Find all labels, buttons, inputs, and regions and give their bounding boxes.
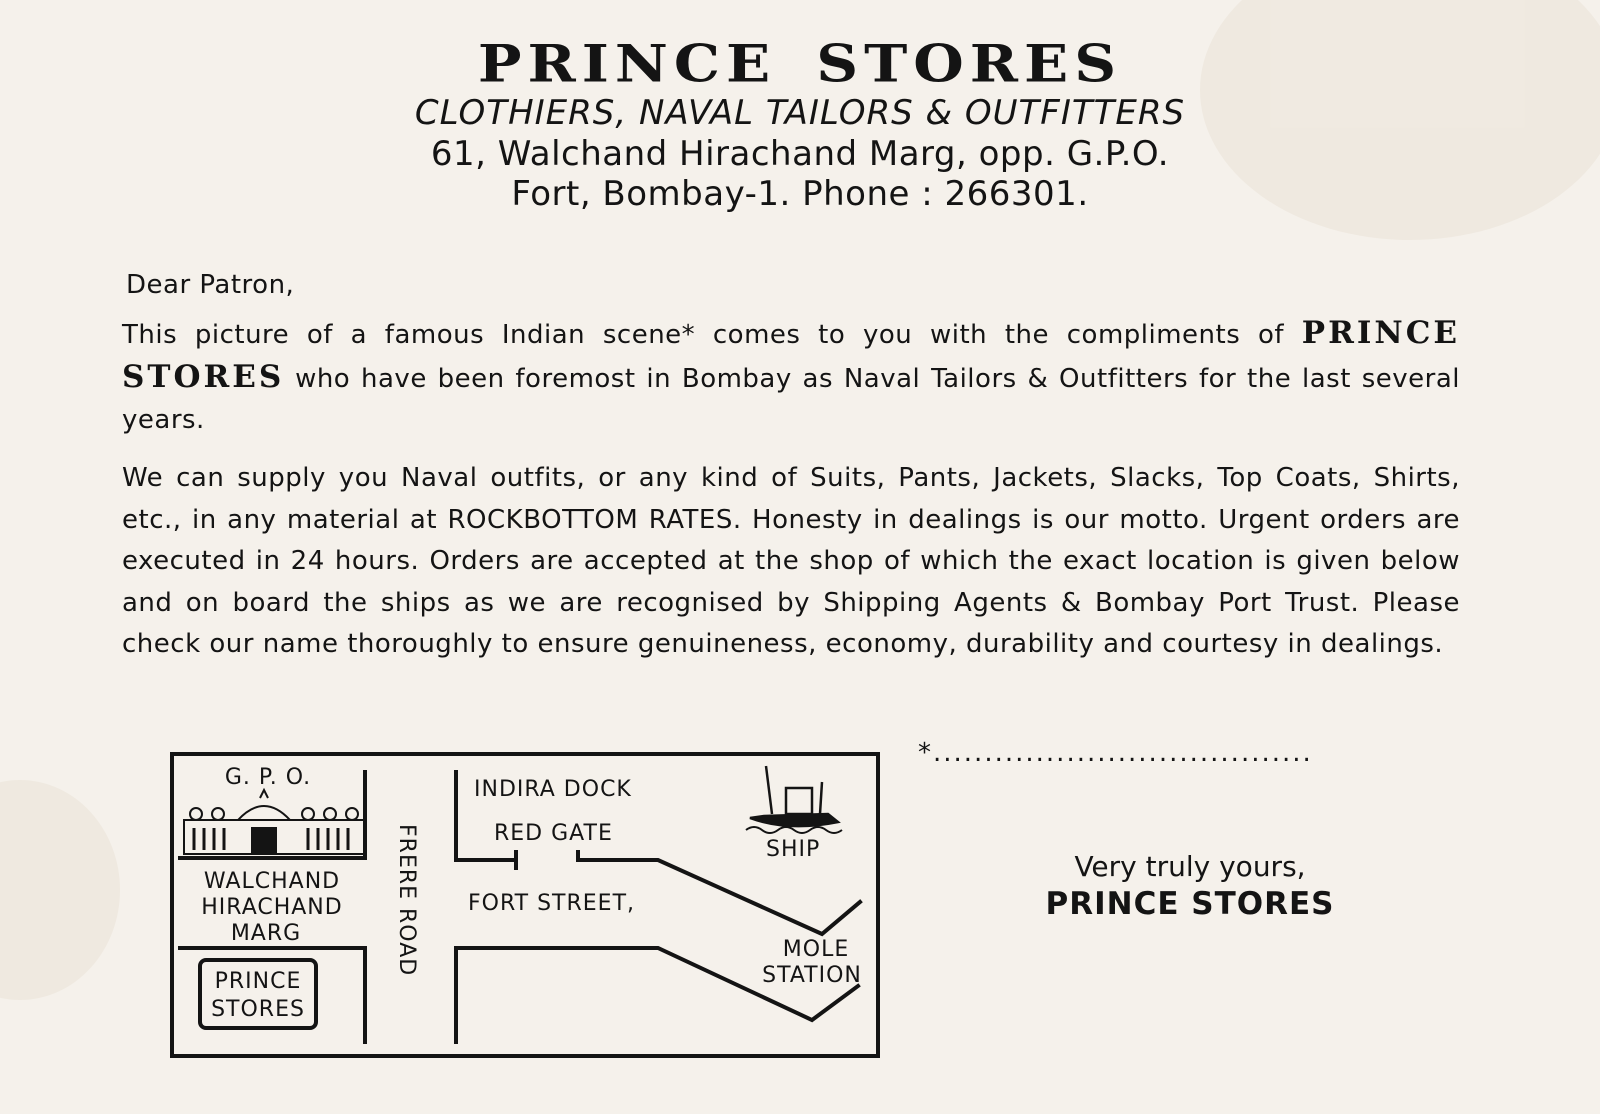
letter-paragraph-2: We can supply you Naval outfits, or any kind of Suits, Pants, Jackets, Slacks, Top Coats, Shirts, etc., in any material at ROCKBOTTOM RATES. Honesty in dealings is our motto. Urgent orders are executed in 24 hours. Orders are accepted at the shop of which the exact location is given below and on board the ships as we are recognised by Shipping Agents & Bombay Port Trust. Please check our name thoroughly to ensure genuineness, economy, durability and courtesy in dealings. xyxy=(122,463,1460,659)
map-label-walchand-1: WALCHAND xyxy=(203,869,341,894)
map-label-ship: SHIP xyxy=(766,837,821,862)
gpo-building-icon xyxy=(184,790,364,854)
closing-line: Very truly yours, xyxy=(1074,850,1306,883)
ship-icon xyxy=(746,766,842,833)
map-label-red-gate: RED GATE xyxy=(494,821,613,846)
map-label-prince: PRINCE xyxy=(214,969,302,994)
para1-text: This picture of a famous Indian scene* comes to you with the compliments of xyxy=(122,320,1285,350)
salutation: Dear Patron, xyxy=(126,270,295,300)
map-label-gpo: G. P. O. xyxy=(224,765,312,790)
para1-text-cont: who have been foremost in Bombay as Naval Tailors & Outfitters for the last several years. xyxy=(122,363,1461,435)
scene-caption-blank: *..................................... xyxy=(918,738,1313,768)
location-map xyxy=(168,752,882,1060)
map-label-walchand-2: HIRACHAND xyxy=(201,895,343,920)
map-label-fort-street: FORT STREET, xyxy=(468,891,636,916)
letter-paragraph-1 xyxy=(122,313,1460,442)
signature-name: PRINCE STORES xyxy=(1045,886,1335,922)
map-label-stores: STORES xyxy=(211,997,305,1022)
tagline: CLOTHIERS, NAVAL TAILORS & OUTFITTERS xyxy=(414,93,1186,133)
map-label-mole: MOLE xyxy=(782,937,850,962)
inline-brand-name: PRINCE STORES xyxy=(122,315,1460,395)
address-line-2: Fort, Bombay-1. Phone : 266301. xyxy=(511,174,1089,214)
paper-stain xyxy=(0,780,120,1000)
map-label-walchand-3: MARG xyxy=(230,921,302,946)
store-name-heading xyxy=(0,34,1600,94)
store-name-part2: STORES xyxy=(816,34,1123,94)
map-label-station: STATION xyxy=(762,963,862,988)
map-label-indira-dock: INDIRA DOCK xyxy=(474,777,632,802)
map-label-frere-road: FRERE ROAD xyxy=(394,824,419,977)
address-line-1: 61, Walchand Hirachand Marg, opp. G.P.O. xyxy=(430,134,1170,174)
store-name-part1: PRINCE xyxy=(477,34,777,94)
